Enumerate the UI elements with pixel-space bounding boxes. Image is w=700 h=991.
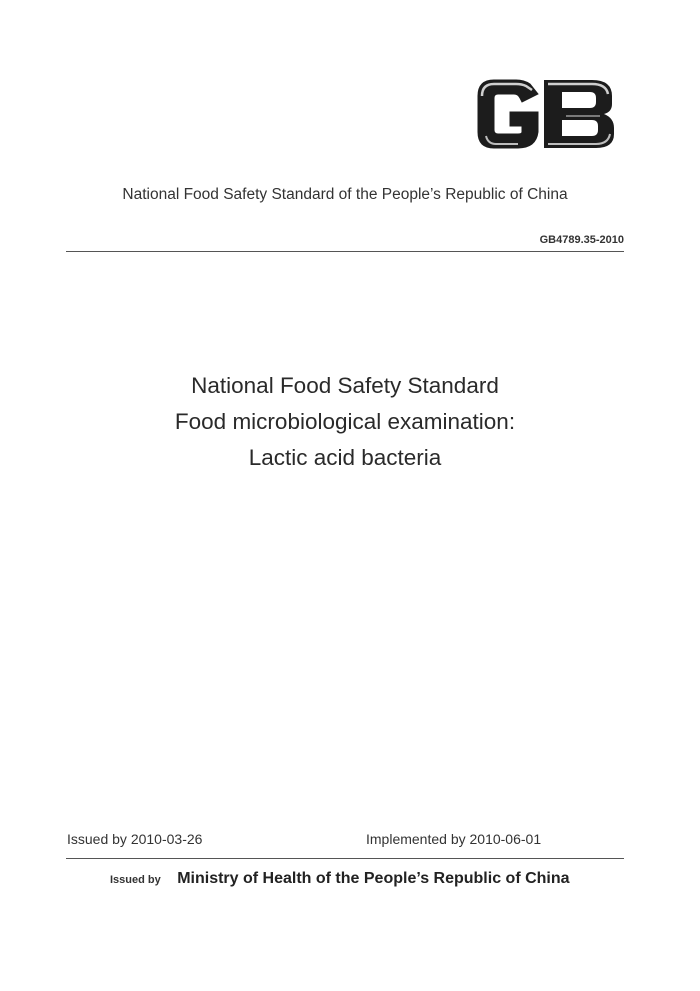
gb-logo-mark — [472, 76, 618, 152]
document-title — [0, 368, 690, 476]
gb-logo — [472, 76, 618, 152]
org-line: National Food Safety Standard of the People’s Republic of China — [122, 186, 568, 203]
header-divider — [66, 251, 624, 252]
issuer-name: Ministry of Health of the People’s Republic of China — [177, 870, 570, 887]
issuer-row — [110, 870, 570, 888]
title-line-1: National Food Safety Standard — [191, 373, 499, 398]
implemented-date: Implemented by 2010-06-01 — [366, 831, 542, 847]
title-line-3: Lactic acid bacteria — [248, 445, 442, 470]
standard-number: GB4789.35-2010 — [539, 234, 624, 246]
issued-by-label: Issued by — [110, 874, 161, 886]
title-line-2: Food microbiological examination: — [174, 409, 516, 434]
footer-divider — [66, 858, 624, 859]
issued-date: Issued by 2010-03-26 — [67, 831, 203, 847]
